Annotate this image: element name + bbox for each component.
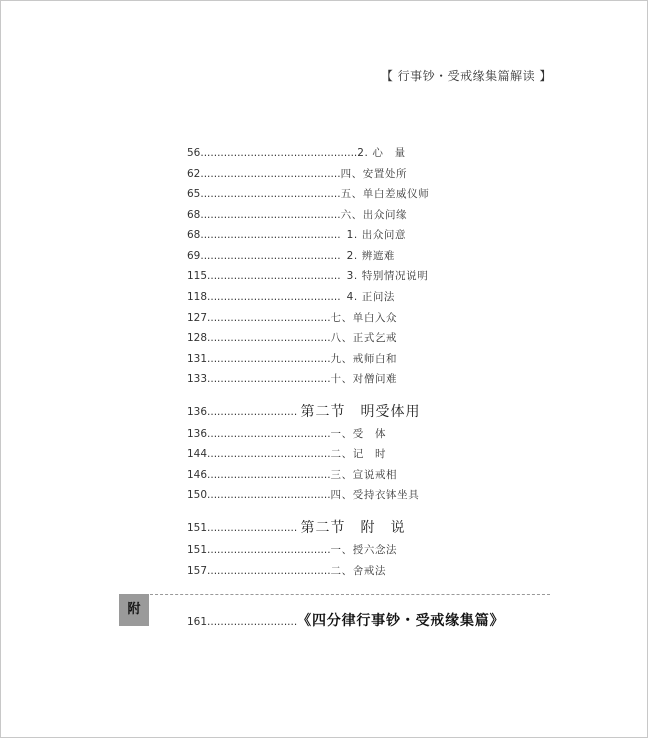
toc-page: 146: [187, 469, 208, 481]
toc-leader: ........................................: [207, 270, 341, 282]
toc-label: 二、记 时: [330, 448, 387, 460]
toc-leader: ...............................................: [200, 147, 358, 159]
toc-label: 九、戒师白和: [330, 353, 398, 365]
toc-label: 一、授六念法: [330, 544, 398, 556]
section-heading[interactable]: [187, 518, 406, 538]
toc-page: 62: [187, 168, 201, 180]
toc-row[interactable]: [187, 227, 406, 243]
toc-row[interactable]: [187, 166, 407, 182]
toc-label: 3. 特别情况说明: [346, 270, 429, 282]
toc-label: 七、单白入众: [330, 312, 398, 324]
toc-page: 69: [187, 250, 201, 262]
appendix-entry[interactable]: [187, 611, 504, 631]
toc-row[interactable]: [187, 310, 397, 326]
toc-page: 144: [187, 448, 208, 460]
toc-leader: .....................................: [207, 353, 331, 365]
toc-row[interactable]: [187, 563, 386, 579]
toc-leader: .....................................: [207, 565, 331, 577]
running-head: 【 行事钞・受戒缘集篇解读 】: [380, 69, 552, 83]
toc-page: 133: [187, 373, 208, 385]
toc-label: 五、单白差威仪师: [340, 188, 430, 200]
toc-row[interactable]: [187, 446, 386, 462]
toc-row[interactable]: [187, 186, 429, 202]
toc-label: 4. 正问法: [346, 291, 396, 303]
toc-label: 一、受 体: [330, 428, 387, 440]
toc-label: 2. 辨遮难: [346, 250, 396, 262]
toc-label: 1. 出众问意: [346, 229, 407, 241]
toc-leader: ..........................................: [200, 250, 341, 262]
appendix-leader: ...........................: [207, 616, 298, 628]
toc-row[interactable]: [187, 371, 397, 387]
section-title: 第二节 附 说: [300, 520, 406, 536]
section-page: 151: [187, 522, 208, 534]
toc-page: 150: [187, 489, 208, 501]
toc-leader: .....................................: [207, 332, 331, 344]
toc-row[interactable]: [187, 145, 406, 161]
toc-page: 136: [187, 428, 208, 440]
toc-page: 68: [187, 229, 201, 241]
toc-leader: .....................................: [207, 489, 331, 501]
toc-leader: .....................................: [207, 428, 331, 440]
toc-page: 127: [187, 312, 208, 324]
toc-leader: .....................................: [207, 448, 331, 460]
toc-row[interactable]: [187, 542, 397, 558]
toc-leader: ..........................................: [200, 209, 341, 221]
toc-row[interactable]: [187, 268, 428, 284]
toc-page: 56: [187, 147, 201, 159]
toc-row[interactable]: [187, 330, 397, 346]
toc-label: 四、受持衣钵坐具: [330, 489, 420, 501]
toc-page: 118: [187, 291, 208, 303]
toc-label: 十、对僧问难: [330, 373, 398, 385]
toc-leader: .....................................: [207, 544, 331, 556]
section-leader: ...........................: [207, 406, 298, 418]
toc-row[interactable]: [187, 289, 395, 305]
toc-label: 四、安置处所: [340, 168, 408, 180]
toc-leader: ..........................................: [200, 229, 341, 241]
toc-label: 三、宣说戒相: [330, 469, 398, 481]
appendix-page: 161: [187, 616, 208, 628]
toc-row[interactable]: [187, 487, 419, 503]
toc-label: 2. 心 量: [357, 147, 406, 159]
toc-page: 115: [187, 270, 208, 282]
toc-row[interactable]: [187, 426, 386, 442]
toc-row[interactable]: [187, 467, 397, 483]
toc-page: 65: [187, 188, 201, 200]
toc-row[interactable]: [187, 207, 407, 223]
toc-page: 128: [187, 332, 208, 344]
toc-page: 68: [187, 209, 201, 221]
section-leader: ...........................: [207, 522, 298, 534]
toc-row[interactable]: [187, 351, 397, 367]
toc-leader: ..........................................: [200, 188, 341, 200]
appendix-tab: 附: [119, 594, 149, 626]
appendix-title: 《四分律行事钞・受戒缘集篇》: [297, 613, 505, 629]
section-title: 第二节 明受体用: [300, 404, 421, 420]
toc-leader: .....................................: [207, 469, 331, 481]
toc-label: 六、出众问缘: [340, 209, 408, 221]
section-page: 136: [187, 406, 208, 418]
appendix-divider: [150, 594, 550, 595]
toc-page: 157: [187, 565, 208, 577]
toc-row[interactable]: [187, 248, 395, 264]
toc-leader: .....................................: [207, 312, 331, 324]
toc-page: 131: [187, 353, 208, 365]
toc-leader: ..........................................: [200, 168, 341, 180]
toc-page: 151: [187, 544, 208, 556]
toc-leader: .....................................: [207, 373, 331, 385]
toc-label: 二、舍戒法: [330, 565, 387, 577]
section-heading[interactable]: [187, 402, 421, 422]
toc-label: 八、正式乞戒: [330, 332, 398, 344]
toc-leader: ........................................: [207, 291, 341, 303]
